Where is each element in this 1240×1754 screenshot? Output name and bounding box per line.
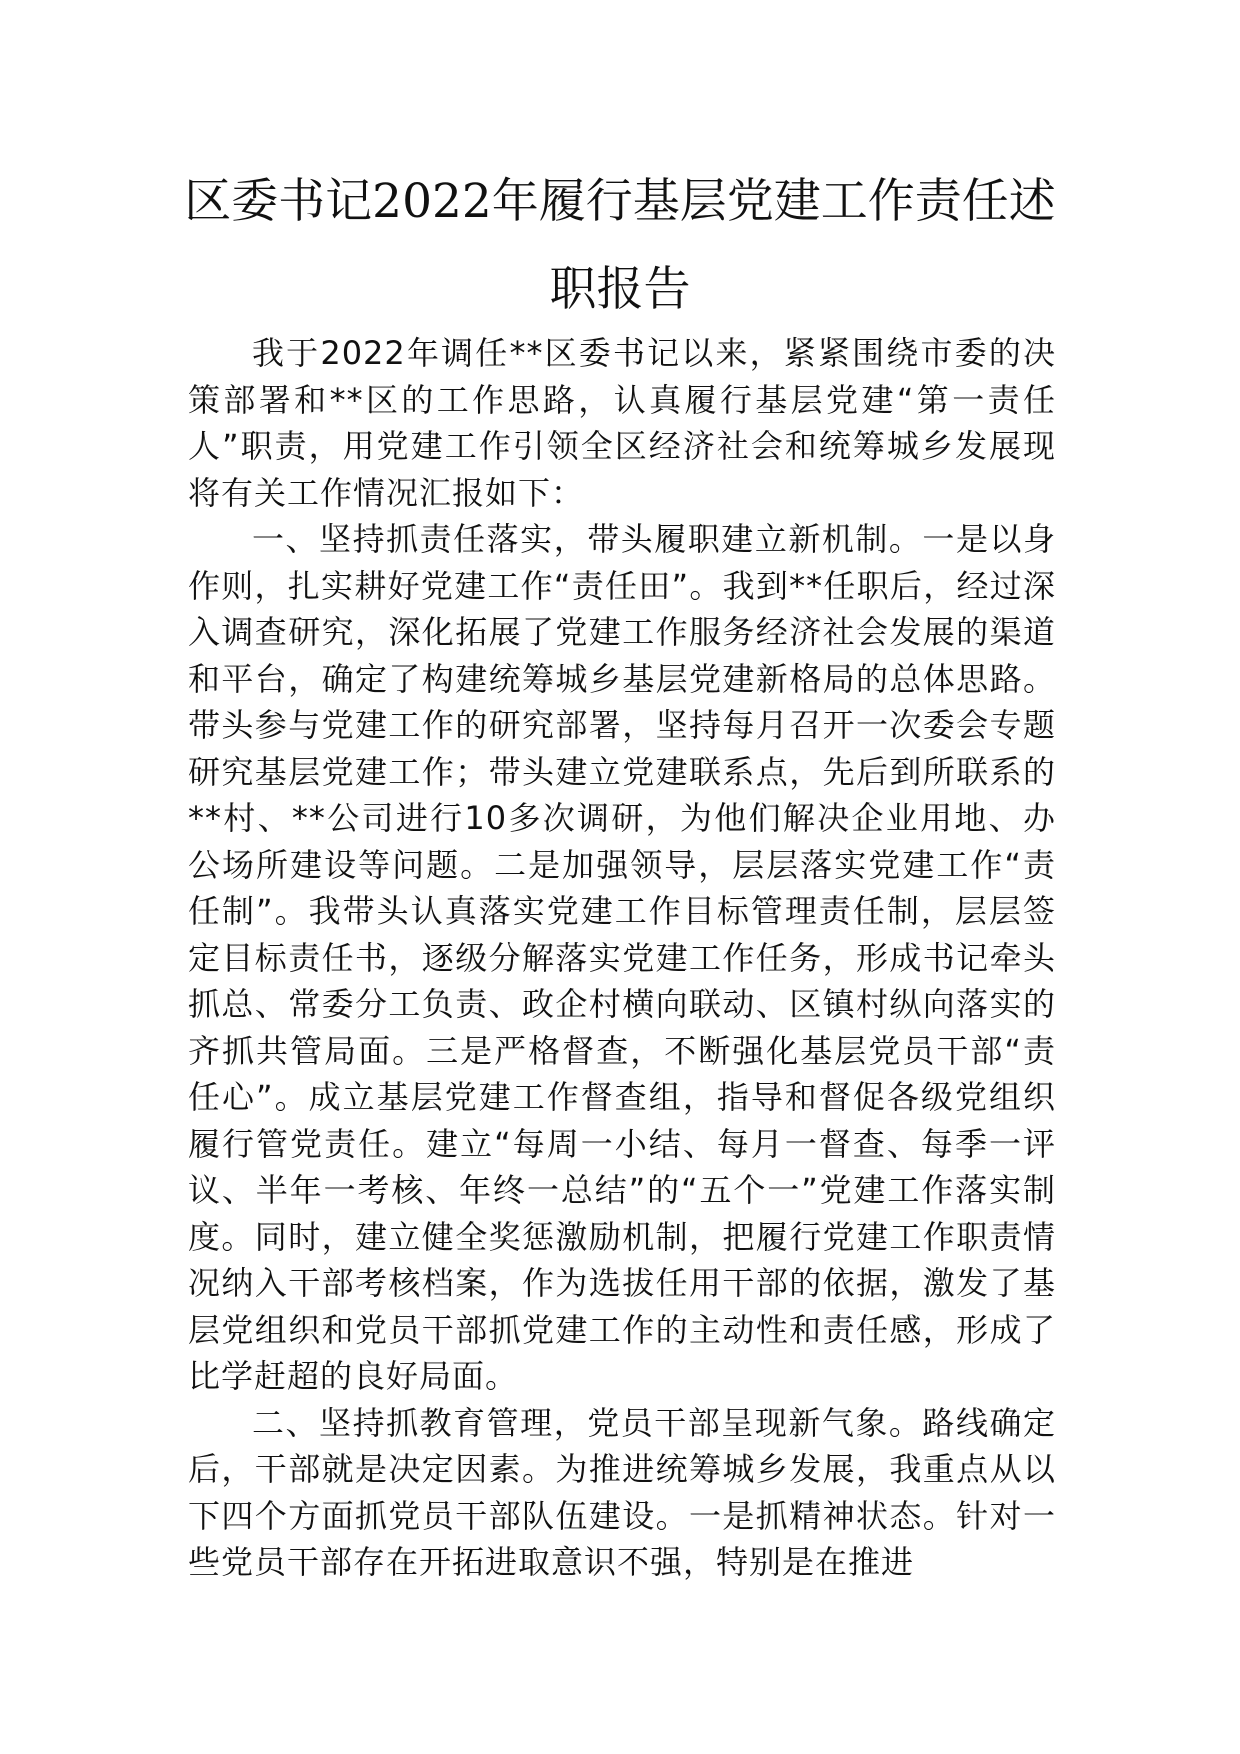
document-title-line-1: 区委书记2022年履行基层党建工作责任述	[184, 174, 1056, 229]
document-body	[188, 330, 1056, 1586]
paragraph-section-1: 一、坚持抓责任落实，带头履职建立新机制。一是以身作则，扎实耕好党建工作“责任田”。我到**任职后，经过深入调查研究，深化拓展了党建工作服务经济社会发展的渠道和平台，确定了构建统筹城乡基层党建新格局的总体思路。带头参与党建工作的研究部署，坚持每月召开一次委会专题研究基层党建工作；带头建立党建联系点，先后到所联系的**村、**公司进行10多次调研，为他们解决企业用地、办公场所建设等问题。二是加强领导，层层落实党建工作“责任制”。我带头认真落实党建工作目标管理责任制，层层签定目标责任书，逐级分解落实党建工作任务，形成书记牵头抓总、常委分工负责、政企村横向联动、区镇村纵向落实的齐抓共管局面。三是严格督查，不断强化基层党员干部“责任心”。成立基层党建工作督查组，指导和督促各级党组织履行管党责任。建立“每周一小结、每月一督查、每季一评议、半年一考核、年终一总结”的“五个一”党建工作落实制度。同时，建立健全奖惩激励机制，把履行党建工作职责情况纳入干部考核档案，作为选拔任用干部的依据，激发了基层党组织和党员干部抓党建工作的主动性和责任感，形成了比学赶超的良好局面。	[188, 520, 1056, 1395]
document-title-line-2: 职报告	[549, 262, 691, 317]
paragraph-intro: 我于2022年调任**区委书记以来，紧紧围绕市委的决策部署和**区的工作思路，认真履行基层党建“第一责任人”职责，用党建工作引领全区经济社会和统筹城乡发展现将有关工作情况汇报如下：	[188, 334, 1056, 512]
paragraph-section-2: 二、坚持抓教育管理，党员干部呈现新气象。路线确定后，干部就是决定因素。为推进统筹城乡发展，我重点从以下四个方面抓党员干部队伍建设。一是抓精神状态。针对一些党员干部存在开拓进取意识不强，特别是在推进	[188, 1403, 1056, 1581]
